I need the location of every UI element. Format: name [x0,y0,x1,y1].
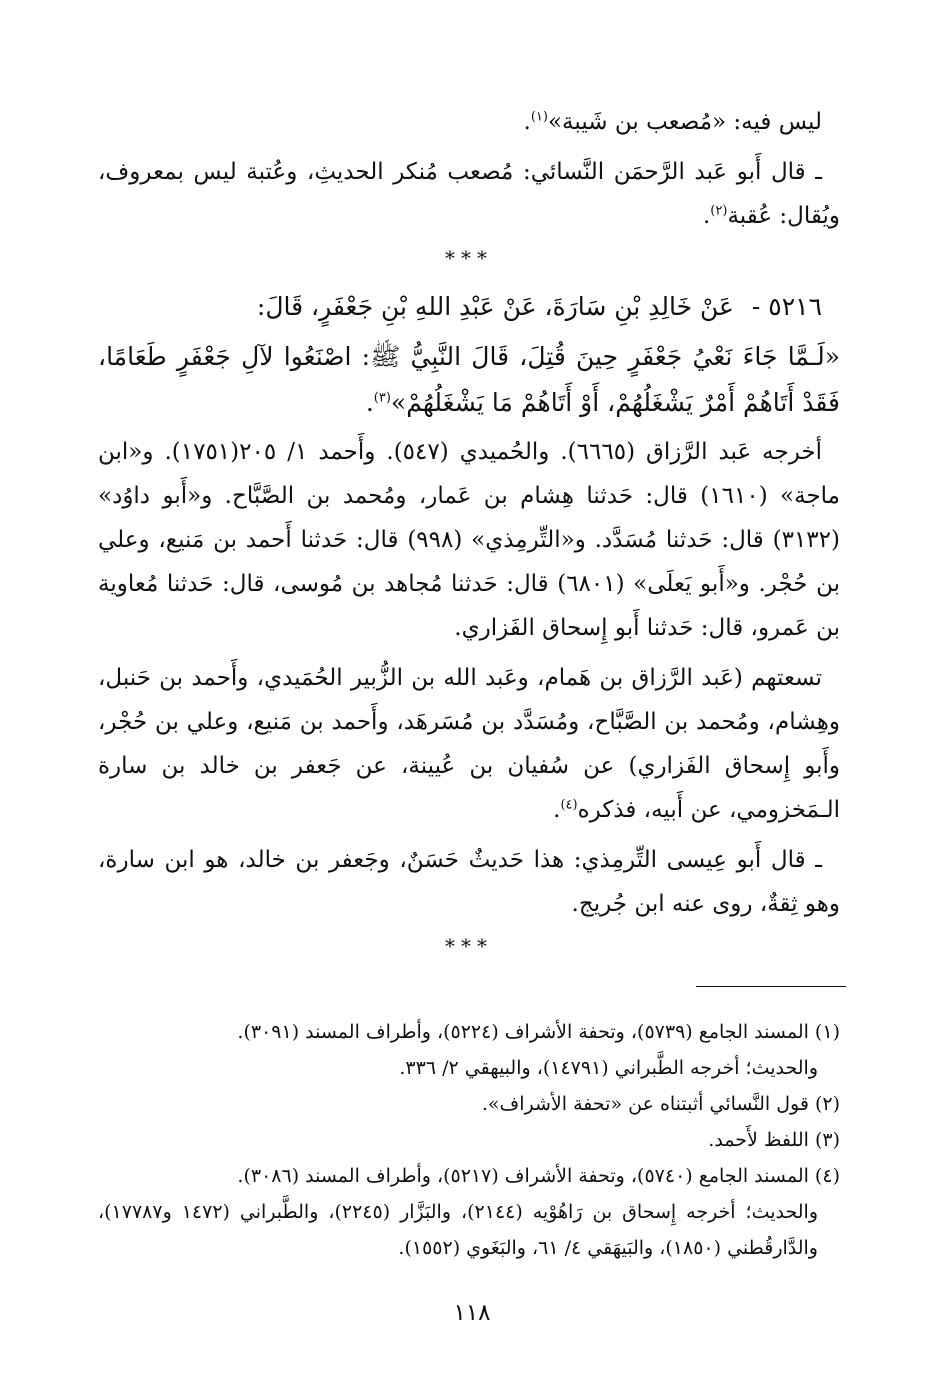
isnad-summary-text: تسعتهم (عَبد الرَّزاق بن هَمام، وعَبد الله بن الزُّبير الحُمَيدي، وأَحمد بن حَنبل، وهِشام، ومُحمد بن الصَّبَّاح، ومُسَدَّد بن مُسَرهَد، وأَحمد بن مَنيع، وعلي بن حُجْر، وأَبو إِسحاق الفَزاري) عن سُفيان بن عُيينة، عن جَعفر بن خالد بن سارة الـمَخزومي، عن أَبيه، فذكره [98,665,840,823]
footnote-ref-4: (٤) [560,797,578,813]
section-separator: *** [445,246,493,270]
footnote-ref-3: (٣) [373,390,391,406]
hadith-matn-end: . [365,388,374,417]
paragraph-2-text: ـ قال أَبو عَبد الرَّحمَن النَّسائي: مُصعب مُنكر الحديثِ، وعُتبة ليس بمعروف، ويُقال: عُقبة [98,159,840,229]
main-text [98,100,840,972]
paragraph-2-end: . [702,203,711,229]
hadith-heading [98,284,840,330]
footnote-1: (١) المسند الجامع (٥٧٣٩)، وتحفة الأشراف (٥٢٢٤)، وأطراف المسند (٣٠٩١). [237,1021,840,1043]
tirmidhi-comment-paragraph: ـ قال أَبو عِيسى التِّرمِذي: هذا حَديثٌ حَسَنٌ، وجَعفر بن خالد، هو ابن سارة، وهو ثِقةٌ، روى عنه ابن جُريج. [98,847,840,917]
footnote-3: (٣) اللفظ لأَحمد. [708,1129,840,1151]
takhrij-paragraph: أخرجه عَبد الرَّزاق (٦٦٦٥). والحُميدي (٥٤٧). وأَحمد ١/ ٢٠٥(١٧٥١). و«ابن ماجة» (١٦١٠) قال: حَدثنا هِشام بن عَمار، ومُحمد بن الصَّبَّاح. و«أَبو داوُد» (٣١٣٢) قال: حَدثنا مُسَدَّد. و«التِّرمِذي» (٩٩٨) قال: حَدثنا أَحمد بن مَنيع، وعلي بن حُجْر. و«أَبو يَعلَى» (٦٨٠١) قال: حَدثنا مُجاهد بن مُوسى، قال: حَدثنا مُعاوية بن عَمرو، قال: حَدثنا أَبو إِسحاق الفَزاري. [98,439,840,641]
footnote-ref-2: (٢) [710,203,728,219]
hadith-matn [98,334,840,426]
hadith-isnad: عَنْ خَالِدِ بْنِ سَارَةَ، عَنْ عَبْدِ اللهِ بْنِ جَعْفَرٍ، قَالَ: [256,292,734,321]
footnote-divider [696,986,846,987]
paragraph-2 [98,150,840,238]
page-number: ١١٨ [453,1300,491,1326]
paragraph-1 [98,100,840,144]
isnad-summary-paragraph [98,656,840,832]
section-separator-2: *** [445,934,493,958]
footnote-ref-1: (١) [530,109,548,125]
footnote-4-continuation: والحديث؛ أخرجه إِسحاق بن رَاهُوْيه (٢١٤٤)، والبَزَّار (٢٢٤٥)، والطَّبراني (١٤٧٢ و١٧٧٨٧)، والدَّارقُطني (١٨٥٠)، والبَيهَقي ٤/ ٦١، والبَغَوي (١٥٥٢). [98,1201,819,1259]
footnote-1-continuation: والحديث؛ أخرجه الطَّبراني (١٤٧٩١)، والبيهقي ٢/ ٣٣٦. [399,1057,818,1079]
paragraph-1-end: . [523,109,531,135]
paragraph-1-text: ليس فيه: «مُصعب بن شَيبة» [547,109,822,135]
footnote-2: (٢) قول النَّسائي أثبتناه عن «تحفة الأشراف». [481,1093,840,1115]
footnotes [98,1014,840,1266]
hadith-number: ٥٢١٦ - [751,292,822,321]
hadith-matn-text: «لَـمَّا جَاءَ نَعْيُ جَعْفَرٍ حِينَ قُتِلَ، قَالَ النَّبِيُّ ﷺ: اصْنَعُوا لآلِ جَعْفَرٍ طَعَامًا، فَقَدْ أَتَاهُمْ أَمْرٌ يَشْغَلُهُمْ، أَوْ أَتَاهُمْ مَا يَشْغَلُهُمْ» [98,342,840,417]
footnote-4: (٤) المسند الجامع (٥٧٤٠)، وتحفة الأشراف (٥٢١٧)، وأطراف المسند (٣٠٨٦). [237,1165,840,1187]
isnad-summary-end: . [553,797,561,823]
